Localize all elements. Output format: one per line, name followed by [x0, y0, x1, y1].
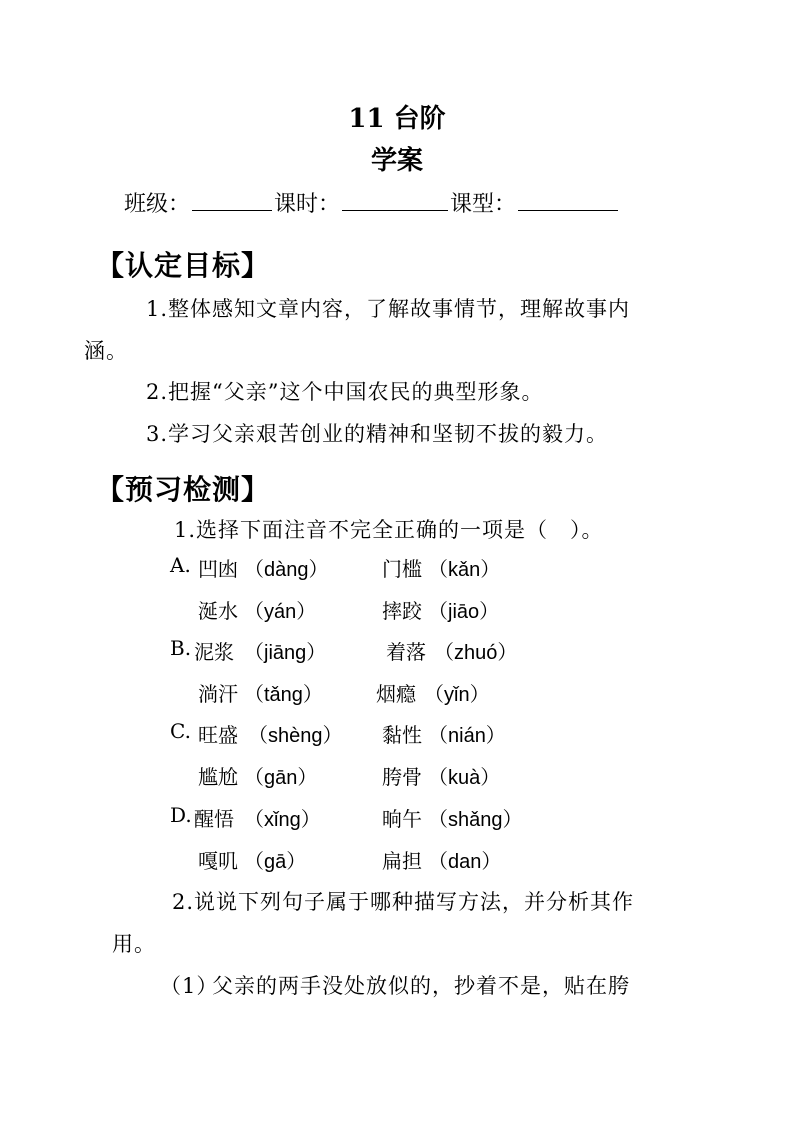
section-heading-preview: 【预习检测】: [96, 473, 271, 506]
class-label: 班级：: [124, 192, 191, 217]
option-c-pinyin-2: （nián）: [428, 725, 506, 747]
option-b-label: B.: [170, 636, 192, 660]
option-a-word-2: 门槛: [382, 557, 422, 581]
option-a-word-4: 摔跤: [382, 599, 422, 623]
option-b-pinyin-4: （yǐn）: [424, 684, 490, 706]
question-1-stem: 1.选择下面注音不完全正确的一项是（ ）。: [174, 518, 604, 542]
page-subtitle: 学案: [370, 146, 423, 176]
option-b-word-3: 淌汗: [198, 682, 238, 706]
goal-1: 1.整体感知文章内容，了解故事情节，理解故事内: [146, 297, 631, 321]
option-c-word-1: 旺盛: [198, 723, 238, 747]
option-b-pinyin-3: （tǎng）: [244, 684, 323, 706]
option-d-word-3: 嘎叽: [198, 849, 238, 873]
option-b-word-2: 着落: [386, 640, 426, 664]
option-c-word-3: 尴尬: [198, 765, 238, 789]
period-blank[interactable]: [342, 188, 448, 211]
option-a-word-3: 涎水: [198, 599, 238, 623]
goal-1-cont: 涵。: [84, 339, 128, 363]
option-d-word-4: 扁担: [382, 849, 422, 873]
option-b-pinyin-2: （zhuó）: [434, 642, 518, 664]
option-a-label: A.: [170, 553, 191, 577]
option-d-label: D.: [170, 803, 192, 827]
option-c-label: C.: [170, 719, 191, 743]
option-c-pinyin-4: （kuà）: [428, 767, 501, 789]
page-title: 11 台阶: [348, 104, 446, 134]
option-d-pinyin-3: （gā）: [244, 851, 307, 873]
goal-2: 2.把握“父亲”这个中国农民的典型形象。: [146, 380, 544, 404]
question-2-sub-1-number: （1）: [160, 974, 219, 998]
option-d-pinyin-1: （xǐng）: [244, 809, 321, 831]
class-blank[interactable]: [192, 188, 272, 211]
option-c-pinyin-1: （shèng）: [248, 725, 343, 747]
option-d-word-2: 晌午: [382, 807, 422, 831]
option-c-word-4: 胯骨: [382, 765, 422, 789]
type-blank[interactable]: [518, 188, 618, 211]
option-b-word-4: 烟瘾: [376, 682, 416, 706]
option-a-pinyin-4: （jiāo）: [428, 601, 500, 623]
option-d-pinyin-2: （shǎng）: [428, 809, 523, 831]
section-heading-goals: 【认定目标】: [96, 249, 271, 282]
option-a-pinyin-1: （dàng）: [244, 559, 329, 581]
info-line: [124, 187, 620, 218]
option-c-pinyin-3: （gān）: [244, 767, 318, 789]
question-2-sub-1-text: 父亲的两手没处放似的，抄着不是，贴在胯: [212, 974, 630, 998]
option-a-pinyin-3: （yán）: [244, 601, 317, 623]
option-b-word-1: 泥浆: [194, 640, 234, 664]
goal-3: 3.学习父亲艰苦创业的精神和坚韧不拔的毅力。: [146, 422, 609, 446]
option-a-word-1: 凹凼: [198, 557, 238, 581]
option-b-pinyin-1: （jiāng）: [244, 642, 327, 664]
option-d-pinyin-4: （dan）: [428, 851, 502, 873]
period-label: 课时：: [274, 192, 341, 217]
option-d-word-1: 醒悟: [194, 807, 234, 831]
option-a-pinyin-2: （kǎn）: [428, 559, 501, 581]
question-2-stem: 2.说说下列句子属于哪种描写方法，并分析其作: [172, 890, 635, 914]
option-c-word-2: 黏性: [382, 723, 422, 747]
type-label: 课型：: [450, 192, 517, 217]
question-2-stem-cont: 用。: [112, 932, 156, 956]
